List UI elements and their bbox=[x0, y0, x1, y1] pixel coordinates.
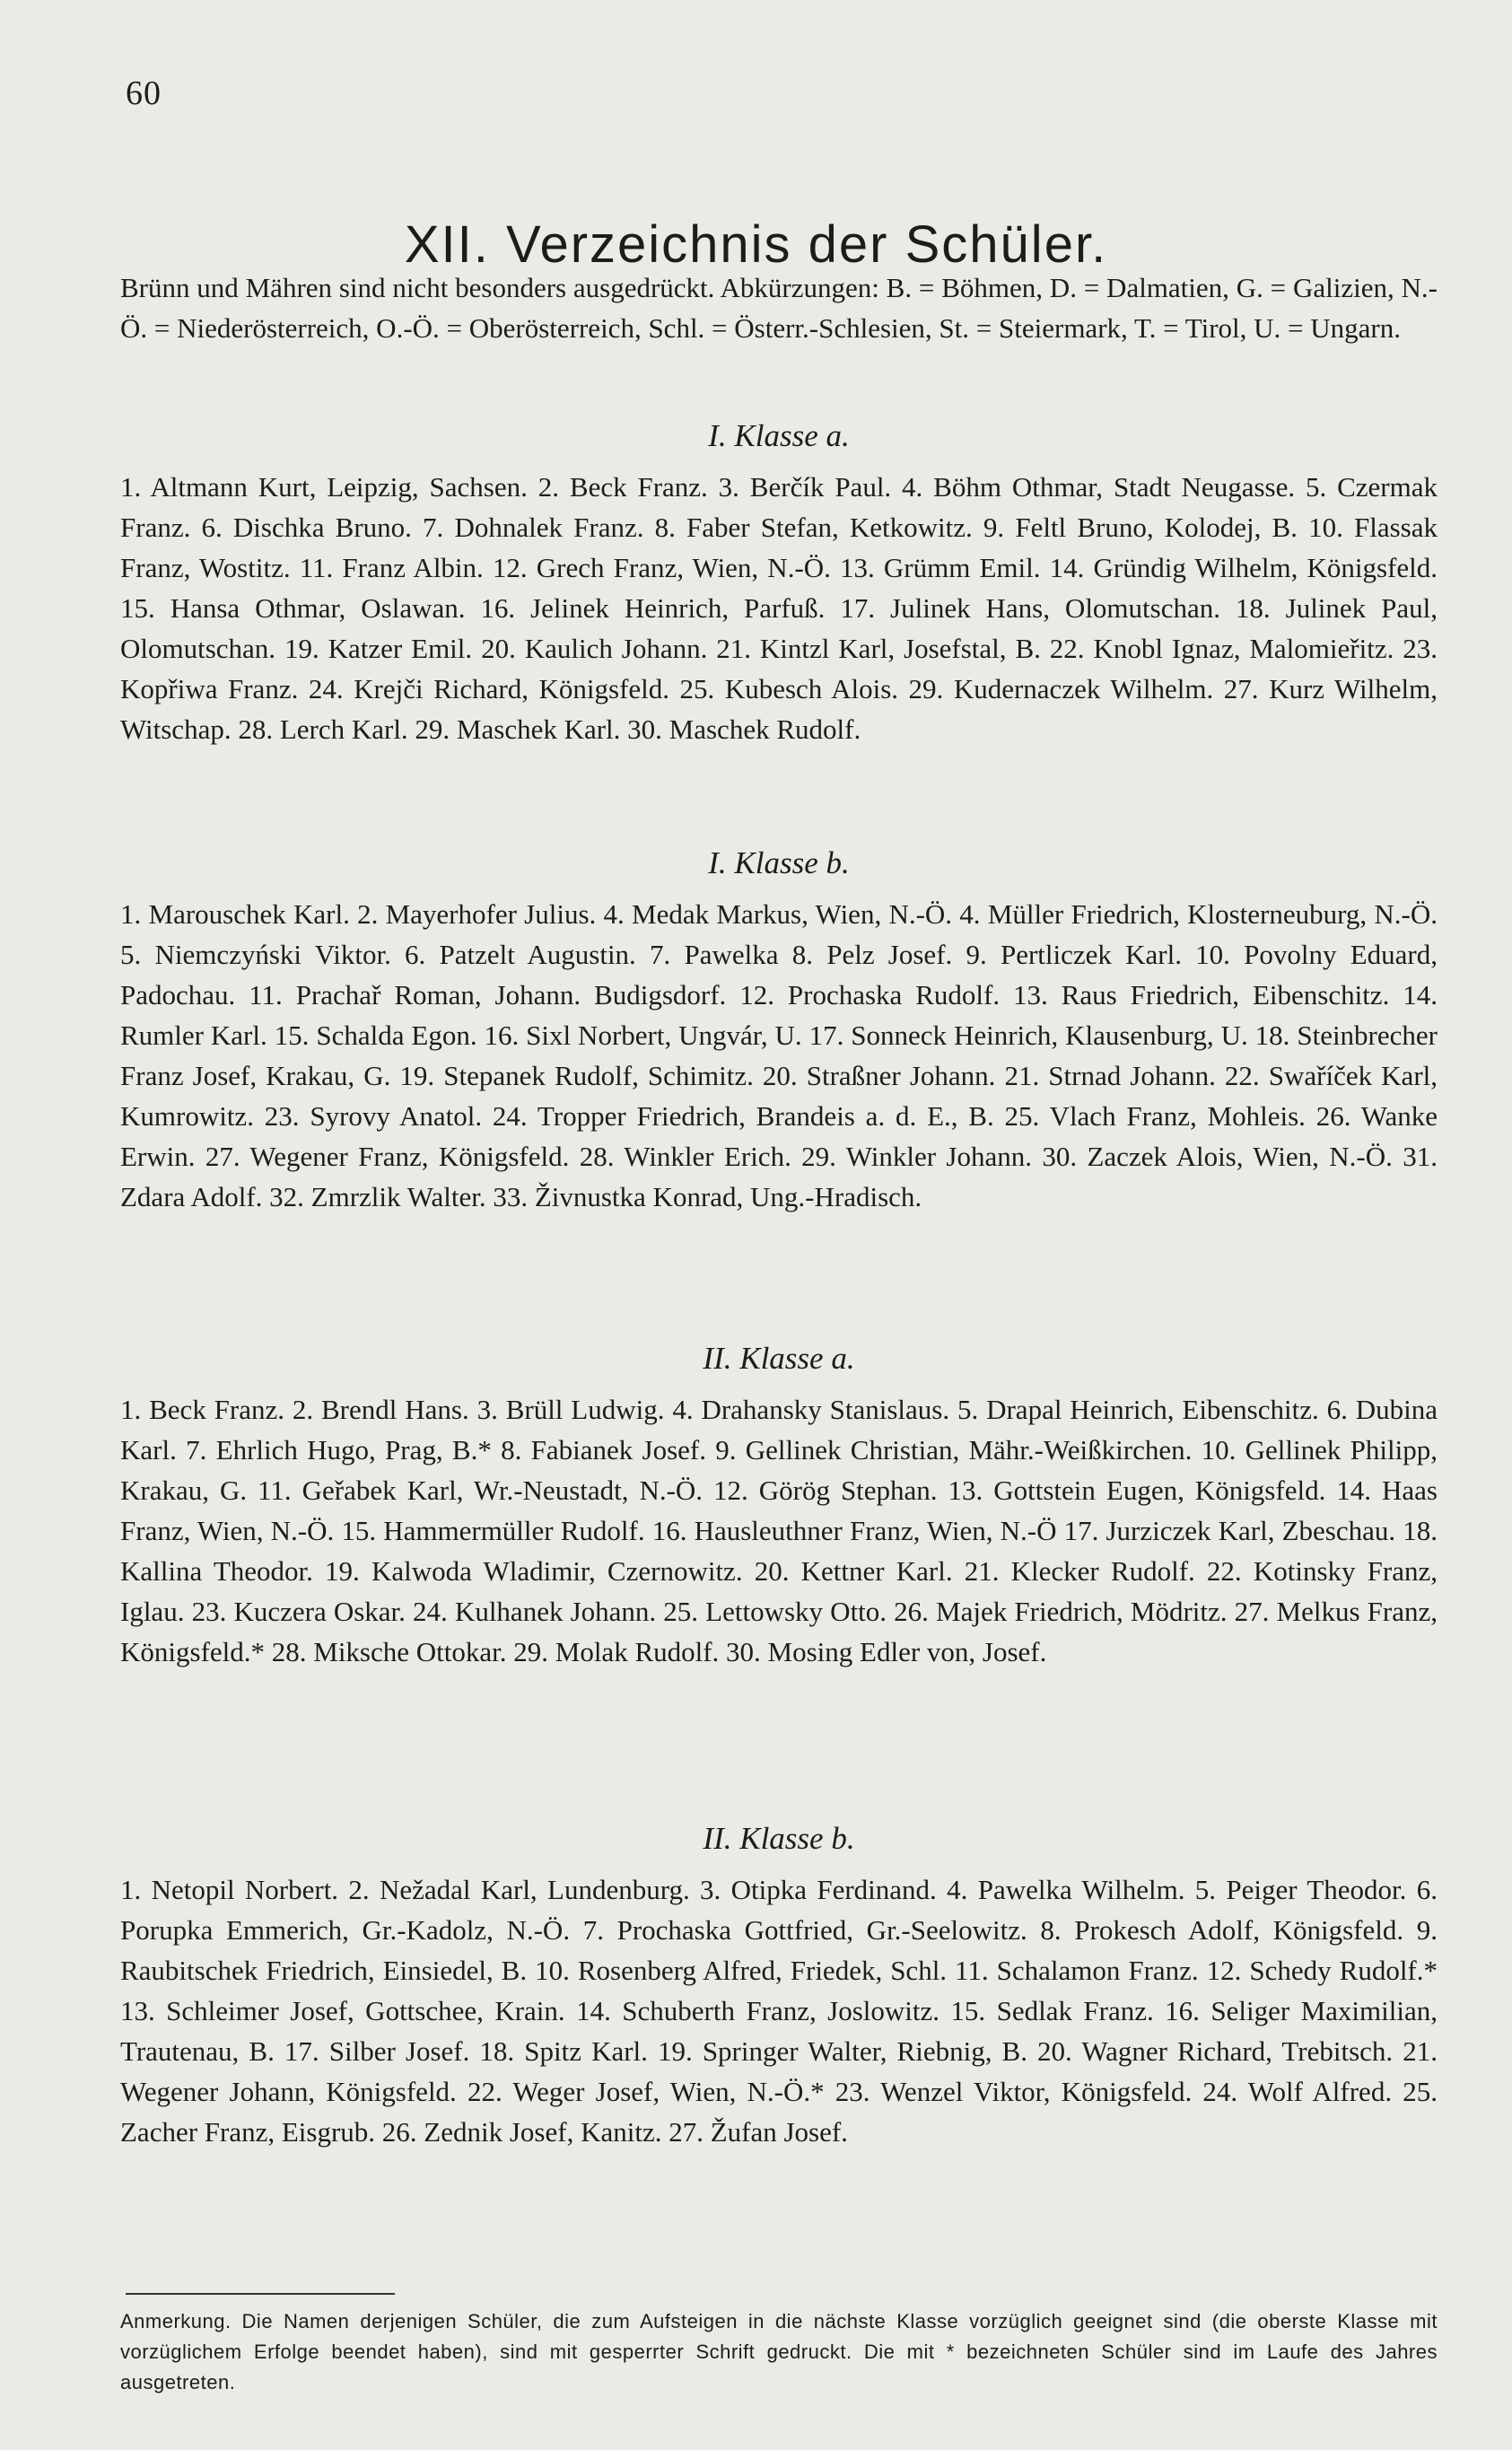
student-list: 1. Netopil Norbert. 2. Nežadal Karl, Lundenburg. 3. Otipka Ferdinand. 4. Pawelka Wilhelm. 5. Peiger Theodor. 6. Porupka Emmerich, Gr.-Kadolz, N.-Ö. 7. Prochaska Gottfried, Gr.-Seelowitz. 8. Prokesch Adolf, Königsfeld. 9. Raubitschek Friedrich, Einsiedel, B. 10. Rosenberg Alfred, Friedek, Schl. 11. Schalamon Franz. 12. Schedy Rudolf.* 13. Schleimer Josef, Gottschee, Krain. 14. Schuberth Franz, Joslowitz. 15. Sedlak Franz. 16. Seliger Maximilian, Trautenau, B. 17. Silber Josef. 18. Spitz Karl. 19. Springer Walter, Riebnig, B. 20. Wagner Richard, Trebitsch. 21. Wegener Johann, Königsfeld. 22. Weger Josef, Wien, N.-Ö.* 23. Wenzel Viktor, Königsfeld. 24. Wolf Alfred. 25. Zacher Franz, Eisgrub. 26. Zednik Josef, Kanitz. 27. Žufan Josef. bbox=[120, 1874, 1438, 2148]
abbreviations-paragraph: Brünn und Mähren sind nicht besonders ausgedrückt. Abkürzungen: B. = Böhmen, D. = Dalmatien, G. = Galizien, N.-Ö. = Niederösterreich, O.-Ö. = Oberösterreich, Schl. = Österr.-Schlesien, St. = Steiermark, T. = Tirol, U. = Ungarn. bbox=[120, 272, 1438, 344]
section-heading: II. Klasse b. bbox=[703, 1821, 855, 1856]
section-heading: I. Klasse a. bbox=[708, 418, 850, 453]
footnote: Anmerkung. Die Namen derjenigen Schüler, die zum Aufsteigen in die nächste Klasse vorzüglich geeignet sind (die oberste Klasse mit vorzüglichem Erfolge beendet haben), sind mit gesperrter Schrift gedruckt. Die mit * bezeichneten Schüler sind im Laufe des Jahres ausgetreten. bbox=[120, 2310, 1438, 2393]
student-list: 1. Beck Franz. 2. Brendl Hans. 3. Brüll Ludwig. 4. Drahansky Stanislaus. 5. Drapal Heinrich, Eibenschitz. 6. Dubina Karl. 7. Ehrlich Hugo, Prag, B.* 8. Fabianek Josef. 9. Gellinek Christian, Mähr.-Weißkirchen. 10. Gellinek Philipp, Krakau, G. 11. Geřabek Karl, Wr.-Neustadt, N.-Ö. 12. Görög Stephan. 13. Gottstein Eugen, Königsfeld. 14. Haas Franz, Wien, N.-Ö. 15. Hammermüller Rudolf. 16. Hausleuthner Franz, Wien, N.-Ö 17. Jurziczek Karl, Zbeschau. 18. Kallina Theodor. 19. Kalwoda Wladimir, Czernowitz. 20. Kettner Karl. 21. Klecker Rudolf. 22. Kotinsky Franz, Iglau. 23. Kuczera Oskar. 24. Kulhanek Johann. 25. Lettowsky Otto. 26. Majek Friedrich, Mödritz. 27. Melkus Franz, Königsfeld.* 28. Miksche Ottokar. 29. Molak Rudolf. 30. Mosing Edler von, Josef. bbox=[120, 1394, 1438, 1667]
page-number: 60 bbox=[126, 74, 162, 112]
class-section-1a bbox=[120, 415, 1438, 749]
chapter-title: XII. Verzeichnis der Schüler. bbox=[404, 214, 1108, 274]
section-heading: I. Klasse b. bbox=[708, 845, 850, 880]
section-heading: II. Klasse a. bbox=[703, 1341, 855, 1376]
class-section-1b bbox=[120, 842, 1438, 1217]
student-list: 1. Altmann Kurt, Leipzig, Sachsen. 2. Beck Franz. 3. Berčík Paul. 4. Böhm Othmar, Stadt Neugasse. 5. Czermak Franz. 6. Dischka Bruno. 7. Dohnalek Franz. 8. Faber Stefan, Ketkowitz. 9. Feltl Bruno, Kolodej, B. 10. Flassak Franz, Wostitz. 11. Franz Albin. 12. Grech Franz, Wien, N.-Ö. 13. Grümm Emil. 14. Gründig Wilhelm, Königsfeld. 15. Hansa Othmar, Oslawan. 16. Jelinek Heinrich, Parfuß. 17. Julinek Hans, Olomutschan. 18. Julinek Paul, Olomutschan. 19. Katzer Emil. 20. Kaulich Johann. 21. Kintzl Karl, Josefstal, B. 22. Knobl Ignaz, Malomieřitz. 23. Kopřiwa Franz. 24. Krejči Richard, Königsfeld. 25. Kubesch Alois. 29. Kudernaczek Wilhelm. 27. Kurz Wilhelm, Witschap. 28. Lerch Karl. 29. Maschek Karl. 30. Maschek Rudolf. bbox=[120, 471, 1438, 745]
class-section-2a bbox=[120, 1337, 1438, 1672]
footnote-divider bbox=[126, 2293, 395, 2295]
student-list: 1. Marouschek Karl. 2. Mayerhofer Julius. 4. Medak Markus, Wien, N.-Ö. 4. Müller Friedrich, Klosterneuburg, N.-Ö. 5. Niemczyński Viktor. 6. Patzelt Augustin. 7. Pawelka 8. Pelz Josef. 9. Pertliczek Karl. 10. Povolny Eduard, Padochau. 11. Prachař Roman, Johann. Budigsdorf. 12. Prochaska Rudolf. 13. Raus Friedrich, Eibenschitz. 14. Rumler Karl. 15. Schalda Egon. 16. Sixl Norbert, Ungvár, U. 17. Sonneck Heinrich, Klausenburg, U. 18. Steinbrecher Franz Josef, Krakau, G. 19. Stepanek Rudolf, Schimitz. 20. Straßner Johann. 21. Strnad Johann. 22. Swaříček Karl, Kumrowitz. 23. Syrovy Anatol. 24. Tropper Friedrich, Brandeis a. d. E., B. 25. Vlach Franz, Mohleis. 26. Wanke Erwin. 27. Wegener Franz, Königsfeld. 28. Winkler Erich. 29. Winkler Johann. 30. Zaczek Alois, Wien, N.-Ö. 31. Zdara Adolf. 32. Zmrzlik Walter. 33. Živnustka Konrad, Ung.-Hradisch. bbox=[120, 898, 1438, 1212]
class-section-2b bbox=[120, 1817, 1438, 2152]
